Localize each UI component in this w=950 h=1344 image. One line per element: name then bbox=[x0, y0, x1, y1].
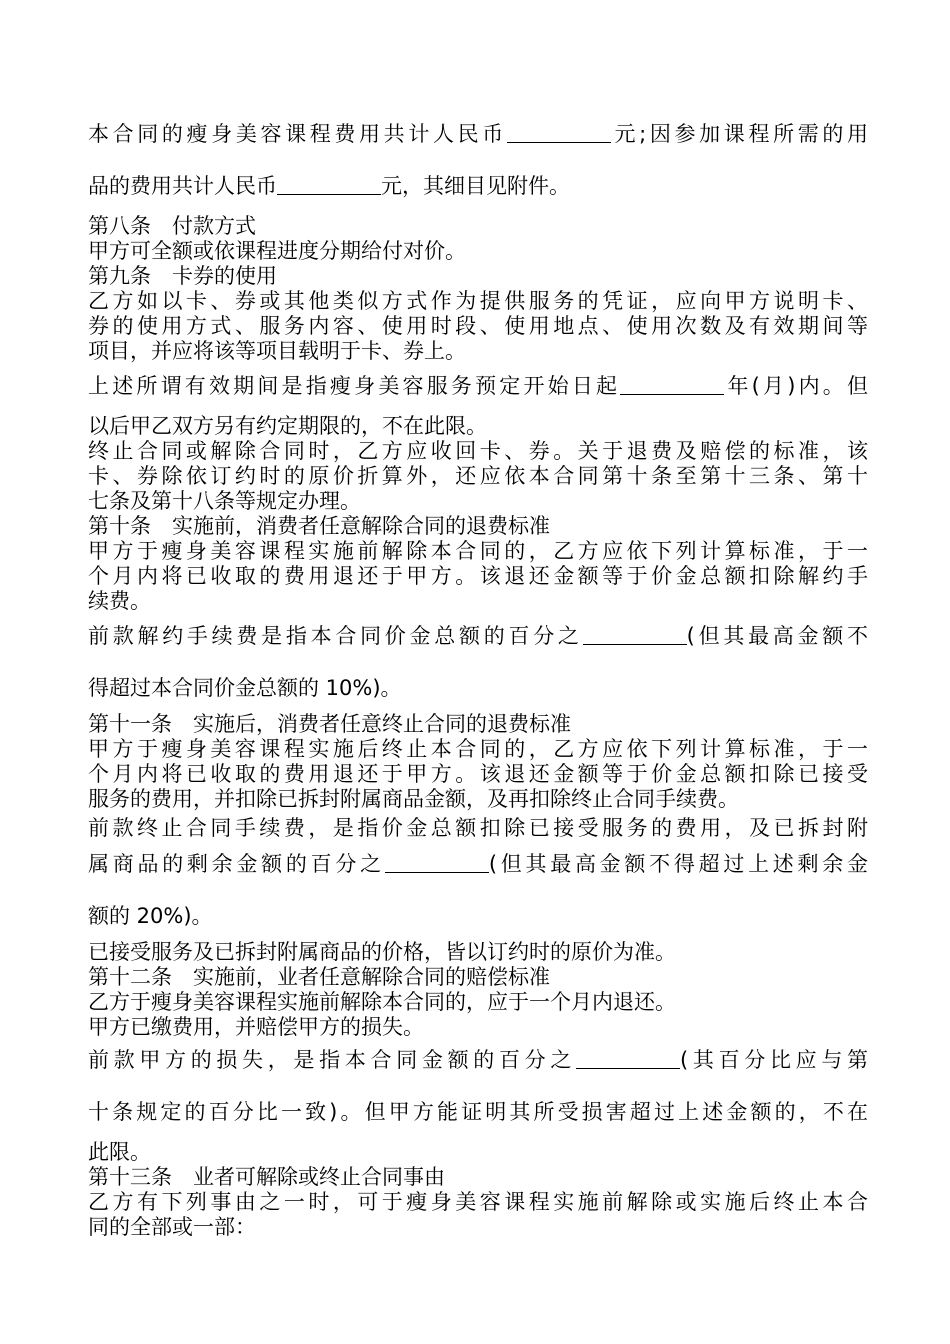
paragraph-line: 甲方于瘦身美容课程实施前解除本合同的，乙方应依下列计算标准，于一 bbox=[88, 539, 868, 563]
paragraph-line: 得超过本合同价金总额的 10%)。 bbox=[88, 676, 402, 700]
paragraph-line: 续费。 bbox=[88, 589, 151, 613]
blank-field bbox=[583, 624, 687, 645]
paragraph-line: 本合同的瘦身美容课程费用共计人民币 元;因参加课程所需的用 bbox=[88, 122, 869, 146]
paragraph-line: 前款解约手续费是指本合同价金总额的百分之 (但其最高金额不 bbox=[88, 624, 868, 648]
paragraph-line: 个月内将已收取的费用退还于甲方。该退还金额等于价金总额扣除已接受 bbox=[88, 762, 868, 786]
paragraph-line: 服务的费用，并扣除已拆封附属商品金额，及再扣除终止合同手续费。 bbox=[88, 787, 739, 811]
article-heading: 第九条 卡券的使用 bbox=[88, 264, 277, 288]
blank-field bbox=[620, 374, 724, 395]
paragraph-line: 乙方于瘦身美容课程实施前解除本合同的，应于一个月内退还。 bbox=[88, 990, 676, 1014]
paragraph-line: 个月内将已收取的费用退还于甲方。该退还金额等于价金总额扣除解约手 bbox=[88, 564, 868, 588]
paragraph-line: 甲方可全额或依课程进度分期给付对价。 bbox=[88, 239, 466, 263]
blank-field bbox=[576, 1048, 680, 1069]
paragraph-line: 乙方有下列事由之一时，可于瘦身美容课程实施前解除或实施后终止本合 bbox=[88, 1190, 868, 1214]
blank-field bbox=[385, 852, 489, 873]
paragraph-line: 券的使用方式、服务内容、使用时段、使用地点、使用次数及有效期间等 bbox=[88, 314, 868, 338]
paragraph-line: 前款终止合同手续费，是指价金总额扣除已接受服务的费用，及已拆封附 bbox=[88, 816, 868, 840]
blank-field bbox=[507, 122, 611, 143]
blank-field bbox=[277, 174, 381, 195]
paragraph-line: 此限。 bbox=[88, 1140, 151, 1164]
paragraph-line: 七条及第十八条等规定办理。 bbox=[88, 489, 361, 513]
paragraph-line: 终止合同或解除合同时，乙方应收回卡、券。关于退费及赔偿的标准，该 bbox=[88, 439, 868, 463]
article-heading: 第十条 实施前，消费者任意解除合同的退费标准 bbox=[88, 514, 550, 538]
article-heading: 第十三条 业者可解除或终止合同事由 bbox=[88, 1165, 445, 1189]
paragraph-line: 卡、券除依订约时的原价折算外，还应依本合同第十条至第十三条、第十 bbox=[88, 464, 868, 488]
paragraph-line: 甲方于瘦身美容课程实施后终止本合同的，乙方应依下列计算标准，于一 bbox=[88, 737, 868, 761]
paragraph-line: 已接受服务及已拆封附属商品的价格，皆以订约时的原价为准。 bbox=[88, 940, 676, 964]
article-heading: 第十一条 实施后，消费者任意终止合同的退费标准 bbox=[88, 712, 571, 736]
article-heading: 第十二条 实施前，业者任意解除合同的赔偿标准 bbox=[88, 965, 550, 989]
article-heading: 第八条 付款方式 bbox=[88, 214, 256, 238]
paragraph-line: 同的全部或一部： bbox=[88, 1215, 256, 1239]
paragraph-line: 项目，并应将该等项目载明于卡、券上。 bbox=[88, 339, 466, 363]
paragraph-line: 属商品的剩余金额的百分之 (但其最高金额不得超过上述剩余金 bbox=[88, 852, 869, 876]
paragraph-line: 品的费用共计人民币 元，其细目见附件。 bbox=[88, 174, 570, 198]
paragraph-line: 十条规定的百分比一致)。但甲方能证明其所受损害超过上述金额的，不在 bbox=[88, 1100, 868, 1124]
paragraph-line: 额的 20%)。 bbox=[88, 904, 213, 928]
paragraph-line: 上述所谓有效期间是指瘦身美容服务预定开始日起 年(月)内。但 bbox=[88, 374, 869, 398]
paragraph-line: 甲方已缴费用，并赔偿甲方的损失。 bbox=[88, 1015, 424, 1039]
paragraph-line: 前款甲方的损失，是指本合同金额的百分之 (其百分比应与第 bbox=[88, 1048, 868, 1072]
paragraph-line: 乙方如以卡、券或其他类似方式作为提供服务的凭证，应向甲方说明卡、 bbox=[88, 289, 868, 313]
paragraph-line: 以后甲乙双方另有约定期限的，不在此限。 bbox=[88, 414, 487, 438]
